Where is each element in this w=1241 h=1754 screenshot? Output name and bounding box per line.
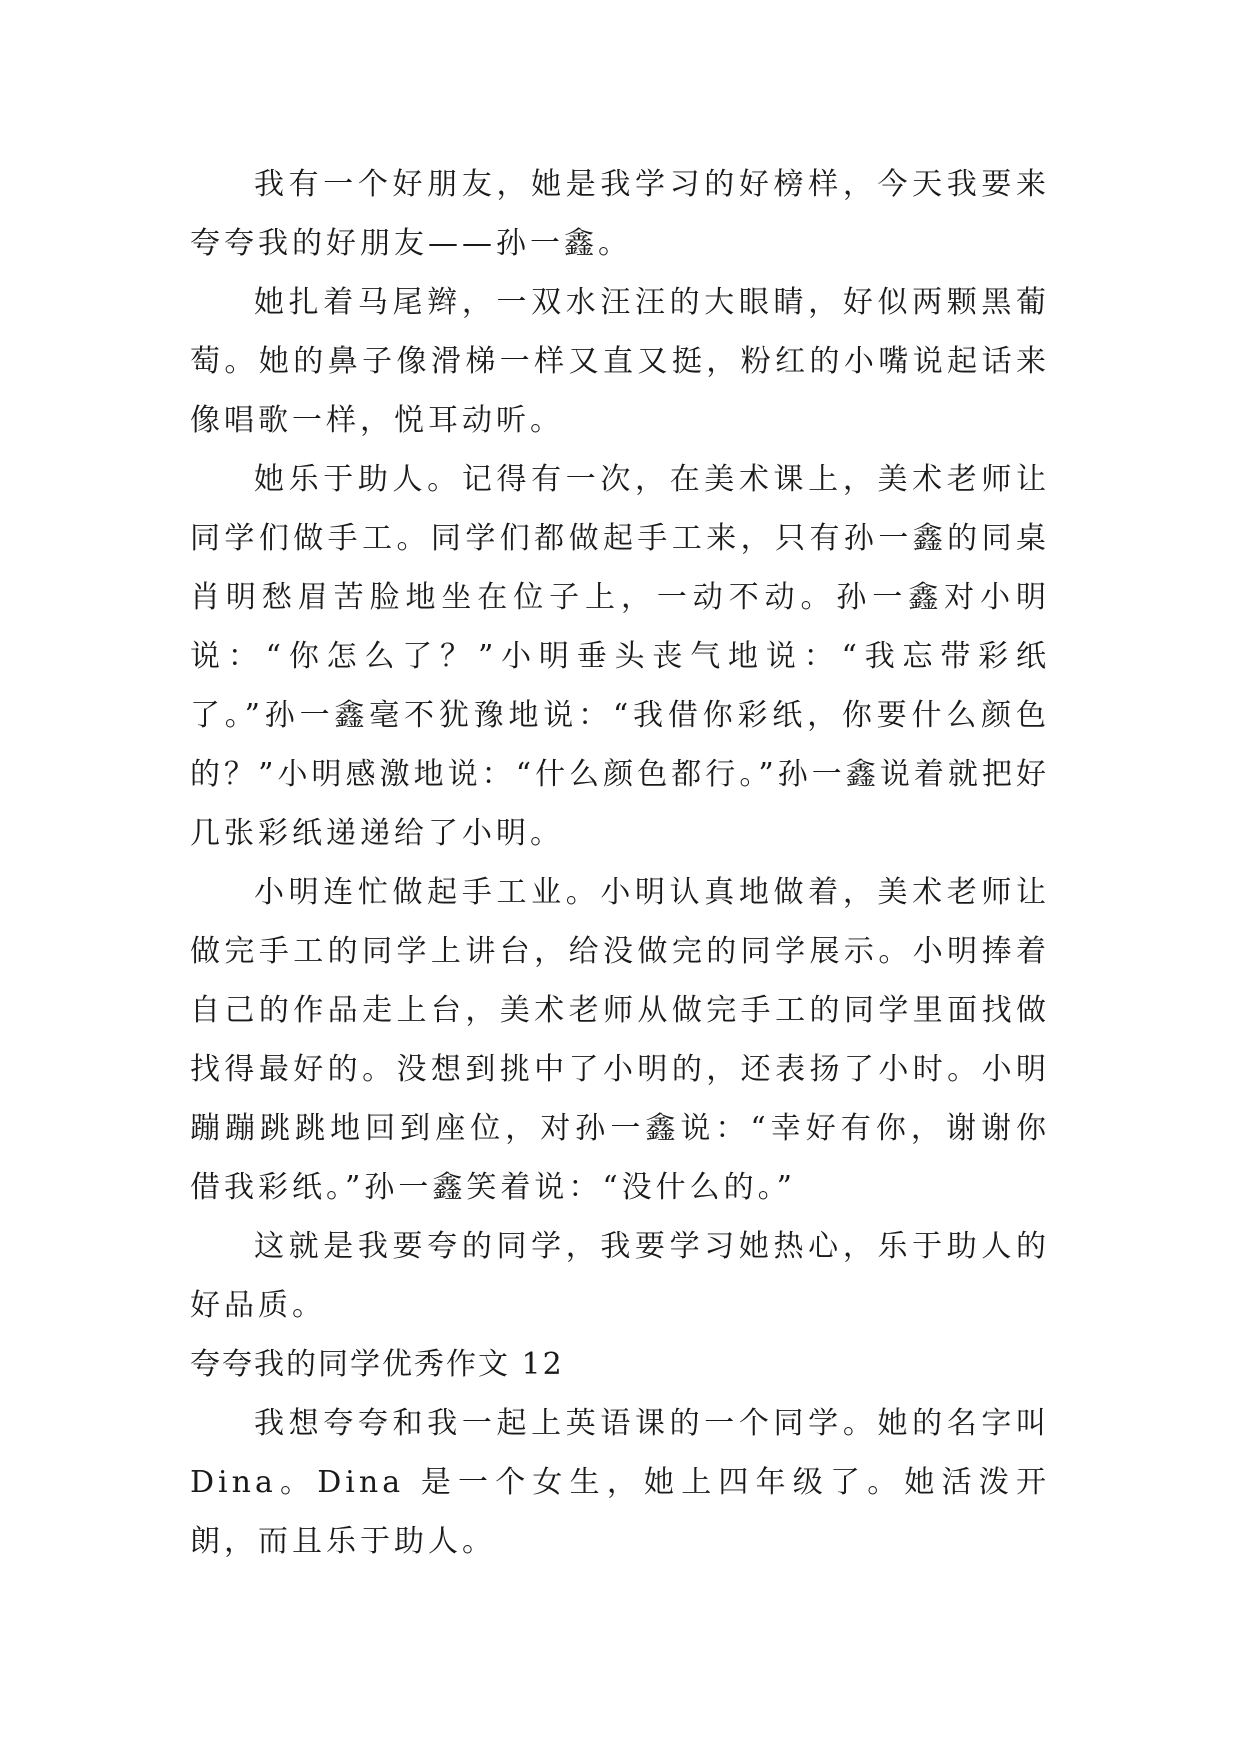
section-heading: 夸夸我的同学优秀作文 12 [190,1347,564,1382]
paragraph: 她扎着马尾辫，一双水汪汪的大眼睛，好似两颗黑葡萄。她的鼻子像滑梯一样又直又挺，粉红的小嘴说起话来像唱歌一样，悦耳动听。 [190,285,1050,438]
paragraph: 这就是我要夸的同学，我要学习她热心，乐于助人的好品质。 [190,1229,1050,1323]
paragraph: 我想夸夸和我一起上英语课的一个同学。她的名字叫 Dina。Dina 是一个女生，她上四年级了。她活泼开朗，而且乐于助人。 [190,1406,1050,1559]
document-body [190,155,1050,1571]
paragraph: 她乐于助人。记得有一次，在美术课上，美术老师让同学们做手工。同学们都做起手工来，只有孙一鑫的同桌肖明愁眉苦脸地坐在位子上，一动不动。孙一鑫对小明说：“你怎么了？”小明垂头丧气地说：“我忘带彩纸了。”孙一鑫毫不犹豫地说：“我借你彩纸，你要什么颜色的？”小明感激地说：“什么颜色都行。”孙一鑫说着就把好几张彩纸递递给了小明。 [190,462,1050,851]
paragraph: 我有一个好朋友，她是我学习的好榜样，今天我要来夸夸我的好朋友——孙一鑫。 [190,167,1050,261]
paragraph: 小明连忙做起手工业。小明认真地做着，美术老师让做完手工的同学上讲台，给没做完的同学展示。小明捧着自己的作品走上台，美术老师从做完手工的同学里面找做找得最好的。没想到挑中了小明的，还表扬了小时。小明蹦蹦跳跳地回到座位，对孙一鑫说：“幸好有你，谢谢你借我彩纸。”孙一鑫笑着说：“没什么的。” [190,875,1050,1205]
